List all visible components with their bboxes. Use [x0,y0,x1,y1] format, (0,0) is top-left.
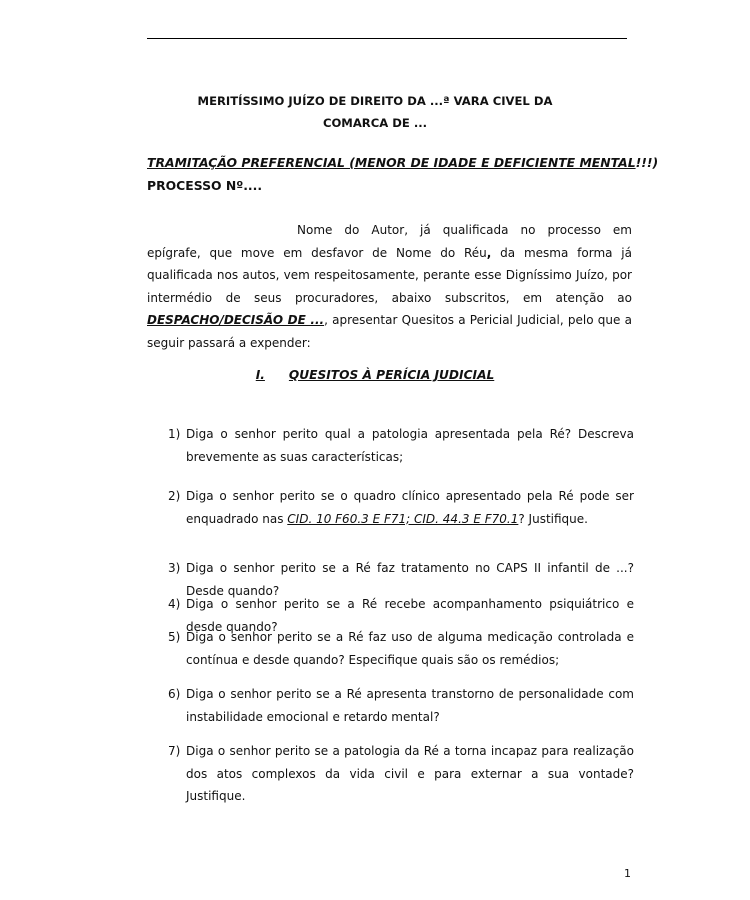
question-list-item [150,485,634,530]
question-text: Diga o senhor perito se a Ré recebe acompanhamento psiquiátrico e desde quando? [186,597,634,634]
page-number: 1 [624,867,631,880]
question-text: Diga o senhor perito qual a patologia apresentada pela Ré? Descreva brevemente as suas características; [186,427,634,464]
question-text: Diga o senhor perito se a Ré faz uso de alguma medicação controlada e contínua e desde quando? Especifique quais são os remédios; [186,630,634,667]
list-item [150,683,634,728]
question-number: 1) [168,427,181,441]
list-item [150,423,634,468]
intro-paragraph [147,219,632,355]
preferential-processing-notice [147,155,658,170]
despacho-reference: DESPACHO/DECISÃO DE ... [147,313,325,328]
section-title: QUESITOS À PERÍCIA JUDICIAL [288,368,495,382]
court-heading-line2: COMARCA DE ... [322,116,428,130]
question-number: 6) [168,687,181,701]
question-text-end: ? Justifique. [518,511,588,526]
question-text: Diga o senhor perito se o quadro clínico apresentado pela Ré pode ser enquadrado nas [186,489,634,526]
preferential-notice-tail: !!!) [635,155,659,170]
list-item [150,485,634,530]
intro-part1: Nome do Autor, já qualificada no processo em epígrafe, que move em desfavor de Nome do Réu [147,223,632,260]
header-rule [147,38,627,39]
question-text: Diga o senhor perito se a Ré apresenta transtorno de personalidade com instabilidade emocional e retardo mental? [186,687,634,724]
question-number: 7) [168,744,181,758]
section-heading [0,368,750,382]
question-number: 4) [168,597,181,611]
question-number: 2) [168,489,181,503]
intro-part2: da mesma forma já qualificada nos autos, vem respeitosamente, perante esse Digníssimo Juízo, por intermédio de seus procuradores, abaixo subscritos, em atenção ao [147,245,632,305]
court-heading-line1: MERITÍSSIMO JUÍZO DE DIREITO DA ...ª VARA CIVEL DA [197,94,553,108]
question-list-item [150,626,634,671]
question-number: 5) [168,630,181,644]
list-item [150,626,634,671]
preferential-notice-underlined: TRAMITAÇÃO PREFERENCIAL (MENOR DE IDADE E DEFICIENTE MENTAL [147,155,636,170]
question-text: Diga o senhor perito se a Ré faz tratamento no CAPS II infantil de ...? Desde quando? [186,561,634,598]
question-list-item [150,683,634,728]
process-number: PROCESSO Nº.... [147,178,263,193]
cid-reference: CID. 10 F60.3 E F71; CID. 44.3 E F70.1 [287,511,519,526]
question-list-item [150,423,634,468]
question-number: 3) [168,561,181,575]
intro-comma: , [486,245,492,260]
question-list-item [150,740,634,808]
intro-part3: , apresentar Quesitos a Pericial Judicial, pelo que a seguir passará a expender: [147,313,633,350]
list-item [150,740,634,808]
question-text: Diga o senhor perito se a patologia da Ré a torna incapaz para realização dos atos complexos da vida civil e para externar a sua vontade? Justifique. [186,744,634,804]
section-numeral: I. [255,368,265,382]
